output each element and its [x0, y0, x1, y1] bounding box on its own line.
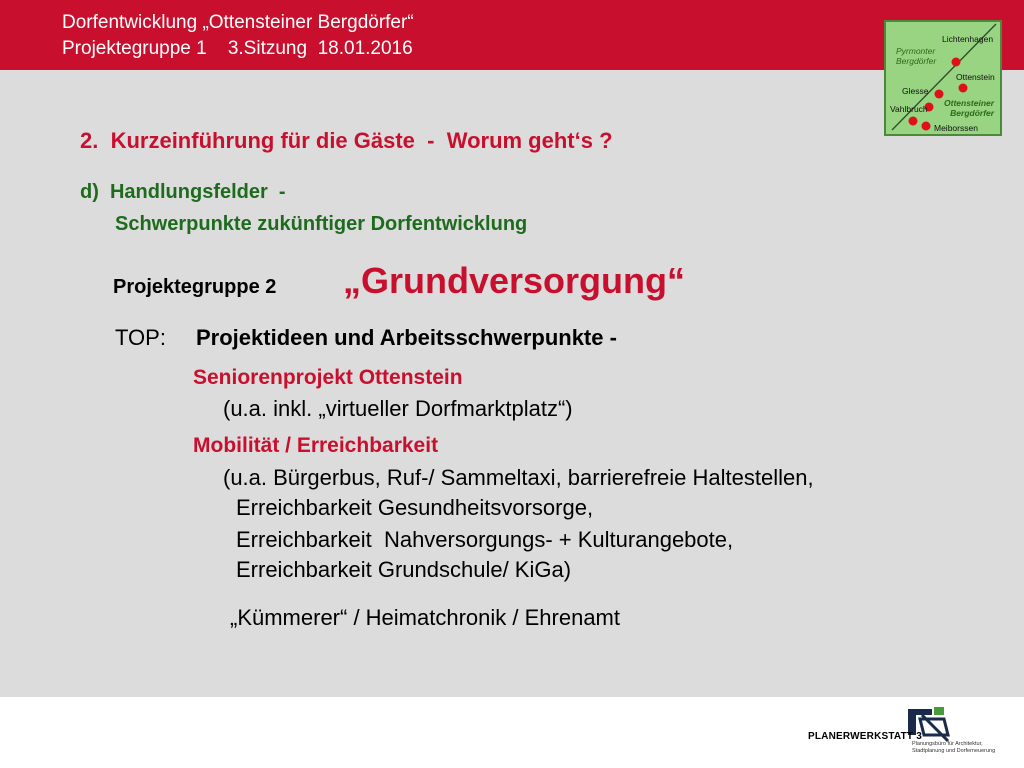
extra-line: „Kümmerer“ / Heimatchronik / Ehrenamt — [230, 605, 620, 630]
logo-title: PLANERWERKSTATT 3 — [808, 731, 922, 742]
map-label-ottensteiner: Ottensteiner Bergdörfer — [944, 98, 995, 118]
map-label-meiborssen: Meiborssen — [934, 123, 978, 133]
logo-subtitle: Planungsbüro für Architektur, Stadtplanung und Dorferneuerung — [912, 741, 996, 754]
subsection-title: d) Handlungsfelder - — [80, 181, 286, 203]
map-dot-lichtenhagen — [952, 58, 961, 67]
header-subtitle: Projektegruppe 1 3.Sitzung 18.01.2016 — [62, 38, 413, 59]
item-line: (u.a. Bürgerbus, Ruf-/ Sammeltaxi, barrierefreie Haltestellen, — [223, 465, 814, 490]
item-line: (u.a. inkl. „virtueller Dorfmarktplatz“) — [223, 396, 573, 421]
header-bar — [0, 0, 1024, 70]
section-heading: 2. Kurzeinführung für die Gäste - Worum geht‘s ? — [80, 128, 613, 153]
item-line: Erreichbarkeit Grundschule/ KiGa) — [236, 557, 572, 582]
map-dot-ottenstein — [959, 84, 968, 93]
top-text: Projektideen und Arbeitsschwerpunkte - — [196, 325, 617, 350]
item-title-senior: Seniorenprojekt Ottenstein — [193, 366, 463, 389]
map-label-vahlbruch: Vahlbruch — [890, 104, 928, 114]
village-map-logo — [884, 20, 1002, 136]
project-group-label: Projektegruppe 2 — [113, 276, 277, 298]
item-line: Erreichbarkeit Nahversorgungs- + Kulturangebote, — [236, 527, 734, 552]
slide-body — [0, 70, 1024, 697]
item-line: Erreichbarkeit Gesundheitsvorsorge, — [236, 495, 594, 520]
project-group-title: „Grundversorgung“ — [343, 260, 686, 301]
map-label-lichtenhagen: Lichtenhagen — [942, 34, 994, 44]
map-dot-meiborssen-2 — [922, 122, 931, 131]
map-label-ottenstein: Ottenstein — [956, 72, 995, 82]
header-title: Dorfentwicklung „Ottensteiner Bergdörfer“ — [62, 12, 414, 33]
map-label-pyrmonter: Pyrmonter Bergdörfer — [896, 46, 937, 66]
map-dot-meiborssen-1 — [909, 117, 918, 126]
planerwerkstatt-logo — [800, 705, 1000, 763]
subsection-subtitle: Schwerpunkte zukünftiger Dorfentwicklung — [115, 213, 528, 235]
map-dot-glesse — [935, 90, 944, 99]
map-label-glesse: Glesse — [902, 86, 929, 96]
top-prefix: TOP: — [115, 325, 166, 350]
item-title-mobility: Mobilität / Erreichbarkeit — [193, 434, 439, 457]
